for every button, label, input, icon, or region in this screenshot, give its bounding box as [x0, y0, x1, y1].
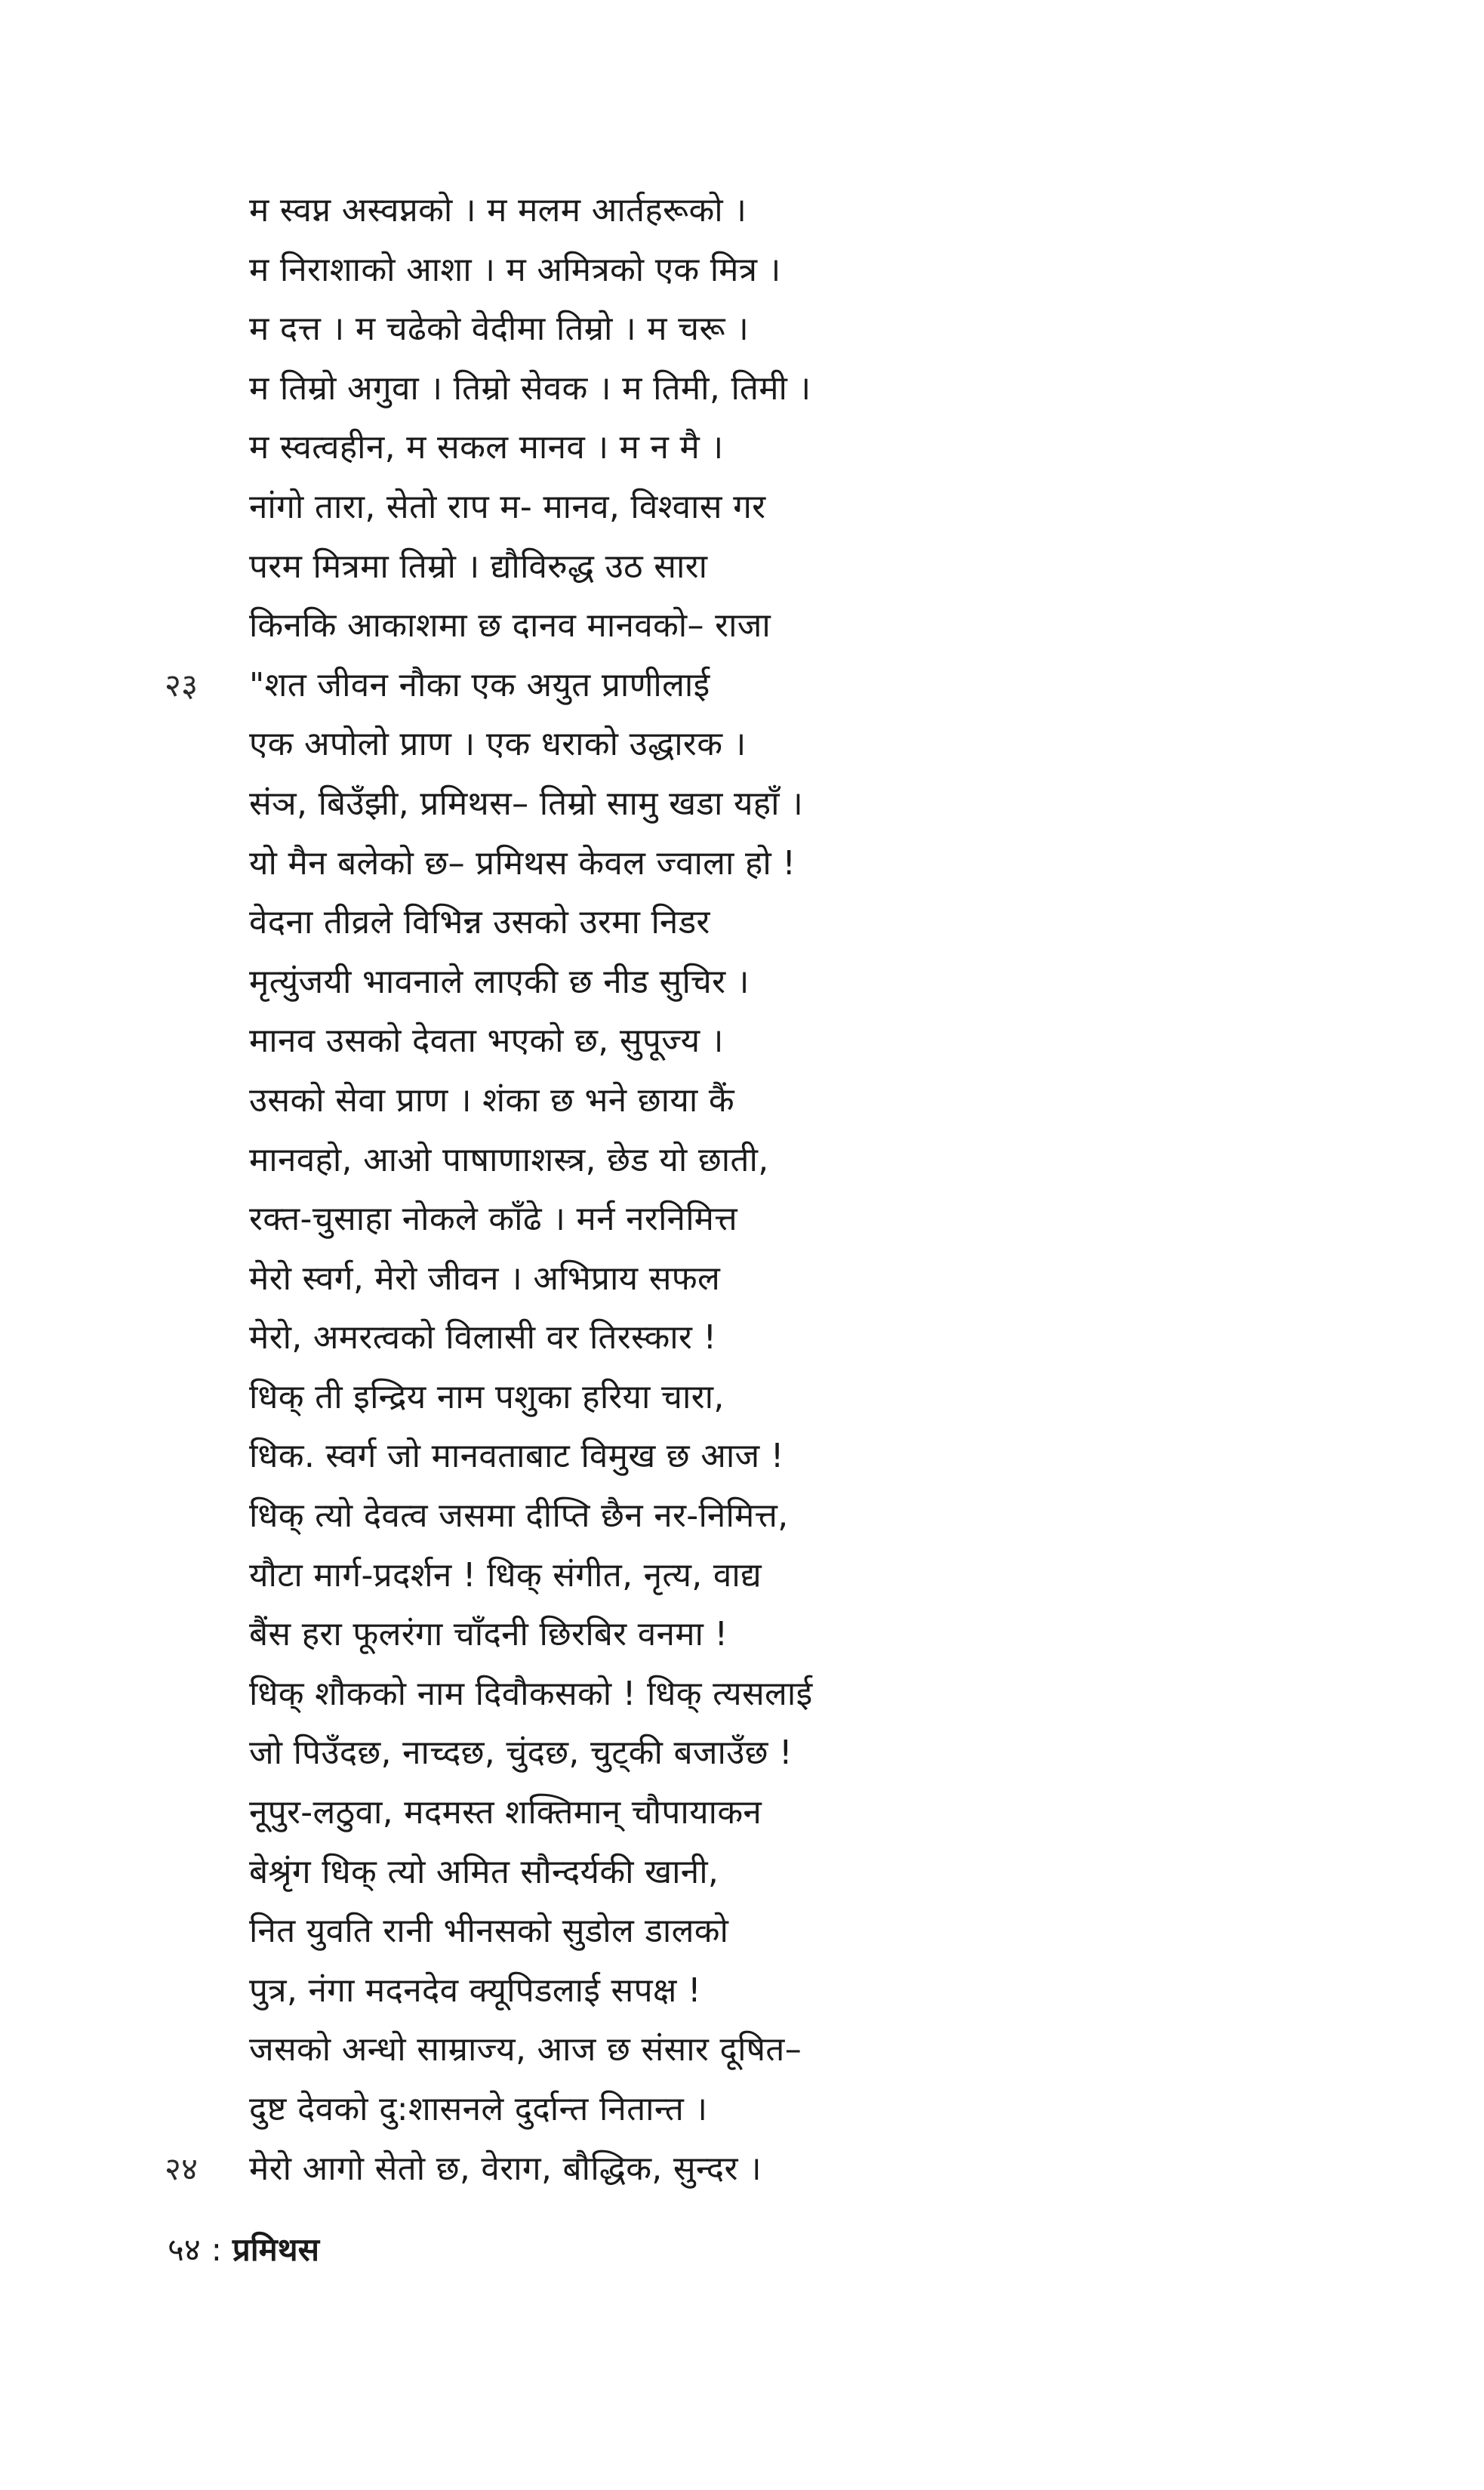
poem-line-text: धिक् ती इन्द्रिय नाम पशुका हरिया चारा, [249, 1377, 725, 1416]
poem-line-text: नूपुर-लठुवा, मदमस्त शक्तिमान् चौपायाकन [249, 1793, 762, 1832]
verse-number: २४ [165, 2149, 199, 2187]
poem-line-text: मानव उसको देवता भएको छ, सुपूज्य । [249, 1022, 724, 1061]
poem-line-text: म स्वप्न अस्वप्नको । म मलम आर्तहरूको । [249, 191, 747, 230]
poem-line [249, 1250, 1291, 1309]
poem-line [249, 1427, 1291, 1487]
poem-line [249, 1487, 1291, 1546]
poem-line-text: जसको अन्धो साम्राज्य, आज छ संसार दूषित– [249, 2030, 802, 2069]
poem-line-text: मेरो स्वर्ग, मेरो जीवन । अभिप्राय सफल [249, 1259, 721, 1298]
poem-line-text: म दत्त । म चढेको वेदीमा तिम्रो । म चरू । [249, 310, 750, 349]
running-title: प्रमिथस [232, 2231, 319, 2268]
poem-line-text: एक अपोलो प्राण । एक धराको उद्धारक । [249, 725, 747, 764]
poem-line [165, 656, 1291, 716]
poem-line-text: म स्वत्वहीन, म सकल मानव । म न मै । [249, 428, 724, 467]
poem-line [249, 2080, 1291, 2140]
poem-line [249, 359, 1291, 419]
poem-line [249, 1724, 1291, 1783]
poem-line [249, 1546, 1291, 1606]
poem-line [249, 1190, 1291, 1250]
poem-line-text: म निराशाको आशा । म अमित्रको एक मित्र । [249, 250, 781, 289]
poem-line-text: यो मैन बलेको छ– प्रमिथस केवल ज्वाला हो ! [249, 843, 796, 883]
poem-line-text: रक्त-चुसाहा नोकले काँढे । मर्न नरनिमित्त [249, 1200, 737, 1239]
poem-line-text: उसको सेवा प्राण । शंका छ भने छाया कैं [249, 1080, 734, 1120]
poem-line [249, 596, 1291, 656]
page-number: ५४ [168, 2231, 201, 2268]
poem-line-text: "शत जीवन नौका एक अयुत प्राणीलाई [249, 665, 710, 704]
poem-line-text: पुत्र, नंगा मदनदेव क्यूपिडलाई सपक्ष ! [249, 1971, 701, 2010]
poem-line [249, 834, 1291, 894]
poem-line [249, 418, 1291, 478]
poem-line-text: धिक. स्वर्ग जो मानवताबाट विमुख छ आज ! [249, 1437, 784, 1476]
poem-line-text: धिक् शौकको नाम दिवौकसको ! धिक् त्यसलाई [249, 1674, 813, 1713]
poem-line-text: किनकि आकाशमा छ दानव मानवको– राजा [249, 606, 771, 646]
poem-line-text: म तिम्रो अगुवा । तिम्रो सेवक । म तिमी, तिमी । [249, 368, 811, 408]
poem-line-text: नित युवति रानी भीनसको सुडोल डालको [249, 1912, 729, 1951]
poem-line [249, 1843, 1291, 1903]
poem-line-text: नांगो तारा, सेतो राप म- मानव, विश्वास गर [249, 487, 766, 526]
poem-line-text: बेश्रृंग धिक् त्यो अमित सौन्दर्यकी खानी, [249, 1852, 719, 1891]
poem-line [249, 181, 1291, 241]
page-footer [168, 2227, 319, 2270]
poem-line [249, 775, 1291, 834]
poem-line [249, 1368, 1291, 1428]
poem-line-text: मेरो, अमरत्वको विलासी वर तिरस्कार ! [249, 1318, 717, 1357]
poem-text [165, 181, 1291, 2199]
poem-line [249, 953, 1291, 1012]
poem-line-text: दुष्ट देवको दु:शासनले दुर्दान्त नितान्त । [249, 2090, 708, 2128]
poem-line [249, 478, 1291, 538]
verse-number: २३ [165, 666, 199, 704]
poem-line-text: मृत्युंजयी भावनाले लाएकी छ नीड सुचिर । [249, 962, 750, 1001]
poem-line [249, 1071, 1291, 1131]
poem-line-text: वेदना तीव्रले विभिन्न उसको उरमा निडर [249, 903, 710, 942]
poem-line [249, 1665, 1291, 1724]
poem-line-text: जो पिउँदछ, नाच्दछ, चुंदछ, चुट्की बजाउँछ ! [249, 1733, 793, 1773]
poem-line [249, 715, 1291, 775]
poem-line-text: संञ, बिउँझी, प्रमिथस– तिम्रो सामु खडा यहाँ । [249, 784, 804, 823]
poem-line-text: मानवहो, आओ पाषाणाशस्त्र, छेड यो छाती, [249, 1140, 769, 1179]
poem-line [249, 1783, 1291, 1843]
poem-line [249, 1012, 1291, 1071]
poem-line [249, 300, 1291, 359]
poem-line [249, 1308, 1291, 1368]
footer-separator: : [211, 2231, 222, 2268]
poem-line [249, 2020, 1291, 2080]
poem-line [249, 538, 1291, 597]
poem-line-text: परम मित्रमा तिम्रो । द्यौविरुद्ध उठ सारा [249, 547, 708, 586]
poem-line-text: यौटा मार्ग-प्रदर्शन ! धिक् संगीत, नृत्य, वाद्य [249, 1555, 762, 1595]
poem-line [249, 1961, 1291, 2021]
poem-line [249, 1605, 1291, 1665]
poem-line-text: बैंस हरा फूलरंगा चाँदनी छिरबिर वनमा ! [249, 1615, 728, 1654]
poem-line [249, 893, 1291, 953]
poem-line-text: धिक् त्यो देवत्व जसमा दीप्ति छैन नर-निमित्त, [249, 1496, 789, 1536]
poem-line [165, 2140, 1291, 2199]
poem-line [249, 241, 1291, 300]
poem-line-text: मेरो आगो सेतो छ, वेराग, बौद्धिक, सुन्दर । [249, 2149, 762, 2188]
poem-line [249, 1131, 1291, 1191]
poem-line [249, 1902, 1291, 1961]
